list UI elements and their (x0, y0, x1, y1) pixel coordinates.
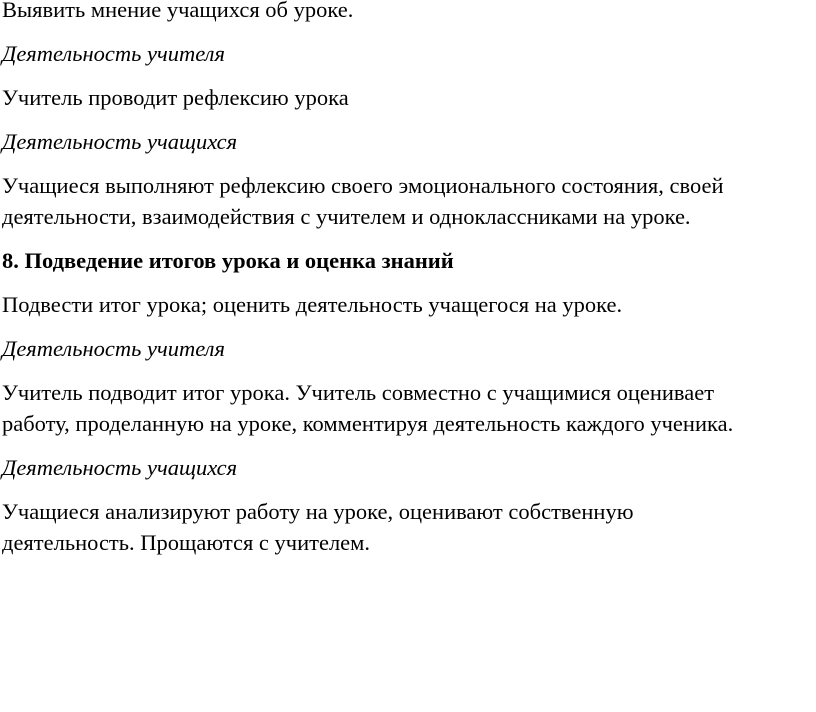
student-activity-heading-2 (2, 452, 814, 483)
teacher-activity-paragraph (2, 82, 814, 113)
text-line: Деятельность учителя (2, 336, 225, 361)
student-activity-paragraph-2 (2, 496, 814, 558)
text-line: деятельности, взаимодействия с учителем и одноклассниками на уроке. (2, 204, 691, 229)
text-line: Учащиеся выполняют рефлексию своего эмоционального состояния, своей (2, 173, 724, 198)
text-line: 8. Подведение итогов урока и оценка знаний (2, 248, 454, 273)
text-line: Деятельность учащихся (2, 455, 238, 480)
text-line: Деятельность учителя (2, 41, 225, 66)
text-line: Учащиеся анализируют работу на уроке, оценивают собственную (2, 499, 634, 524)
text-line: Деятельность учащихся (2, 129, 238, 154)
teacher-activity-paragraph-2 (2, 377, 814, 439)
document-page (2, 0, 814, 558)
text-line: Выявить мнение учащихся об уроке. (2, 0, 354, 22)
teacher-activity-heading (2, 38, 814, 69)
text-line: работу, проделанную на уроке, комментируя деятельность каждого ученика. (2, 411, 734, 436)
teacher-activity-heading-2 (2, 333, 814, 364)
goal-paragraph (2, 0, 814, 25)
section-heading (2, 245, 814, 276)
text-line: Учитель проводит рефлексию урока (2, 85, 349, 110)
text-line: Подвести итог урока; оценить деятельность учащегося на уроке. (2, 292, 623, 317)
summary-goal-paragraph (2, 289, 814, 320)
student-activity-paragraph (2, 170, 814, 232)
student-activity-heading (2, 126, 814, 157)
text-line: деятельность. Прощаются с учителем. (2, 530, 371, 555)
text-line: Учитель подводит итог урока. Учитель совместно с учащимися оценивает (2, 380, 715, 405)
